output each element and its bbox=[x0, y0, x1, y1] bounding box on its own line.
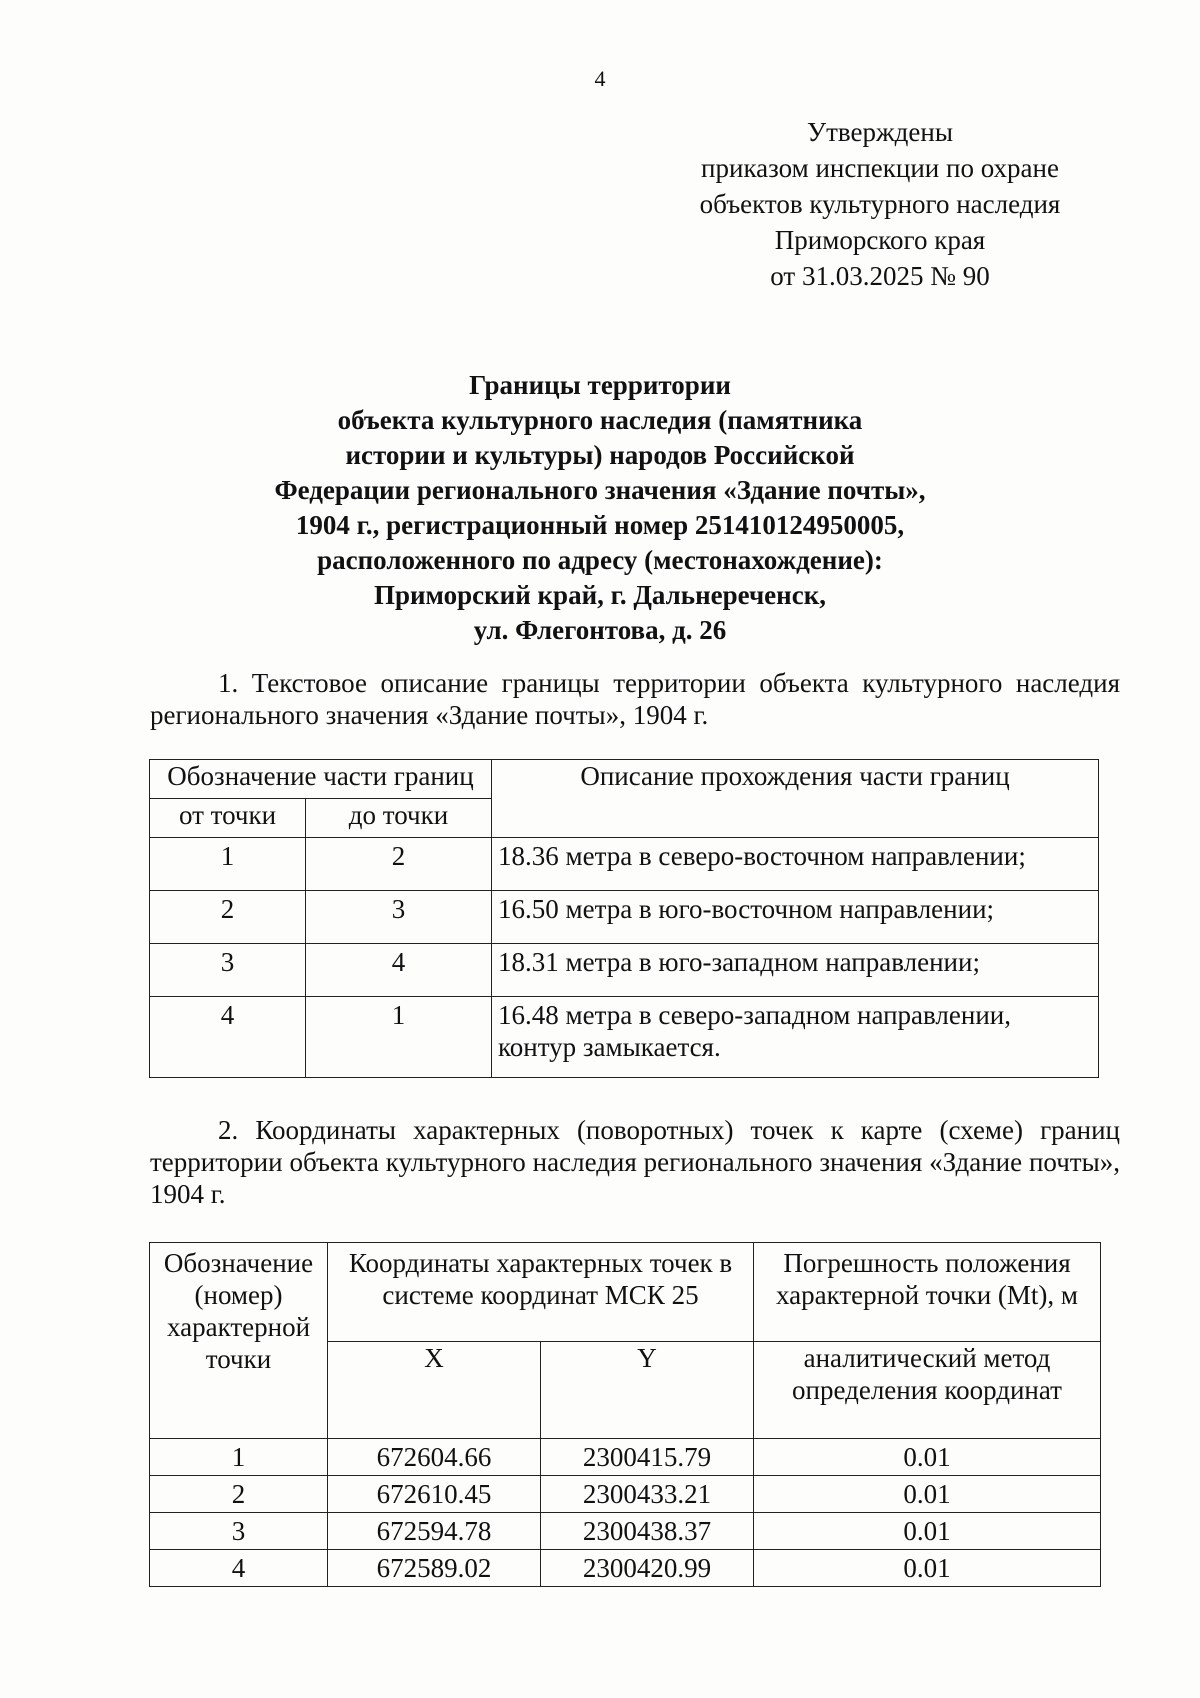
section2-text: 2. Координаты характерных (поворотных) точек к карте (схеме) границ территории объекта культурного наследия регионального значения «Здание почты», 1904 г. bbox=[150, 1115, 1120, 1209]
header-boundary-parts: Обозначение части границ bbox=[150, 760, 492, 799]
header-coordinates: Координаты характерных точек в системе координат МСК 25 bbox=[328, 1243, 754, 1342]
section2-paragraph bbox=[150, 1114, 1120, 1210]
table-header-row bbox=[150, 1243, 1101, 1342]
title-line: Федерации регионального значения «Здание почты», bbox=[274, 475, 926, 505]
table-row bbox=[150, 891, 1099, 944]
header-from-point: от точки bbox=[150, 799, 306, 838]
point-number: 4 bbox=[150, 1550, 328, 1587]
from-point: 3 bbox=[150, 944, 306, 997]
approval-line: объектов культурного наследия bbox=[699, 189, 1061, 219]
table-row bbox=[150, 997, 1099, 1078]
approval-line: от 31.03.2025 № 90 bbox=[770, 261, 990, 291]
point-number: 3 bbox=[150, 1513, 328, 1550]
to-point: 1 bbox=[306, 997, 492, 1078]
page-number: 4 bbox=[594, 66, 606, 91]
boundary-description-table bbox=[149, 759, 1099, 1078]
x-value: 672589.02 bbox=[328, 1550, 541, 1587]
header-y: Y bbox=[541, 1342, 754, 1439]
title-line: Границы территории bbox=[469, 370, 731, 400]
point-number: 2 bbox=[150, 1476, 328, 1513]
accuracy-value: 0.01 bbox=[754, 1439, 1101, 1476]
accuracy-value: 0.01 bbox=[754, 1550, 1101, 1587]
y-value: 2300420.99 bbox=[541, 1550, 754, 1587]
title-line: истории и культуры) народов Российской bbox=[345, 440, 855, 470]
x-value: 672610.45 bbox=[328, 1476, 541, 1513]
table-row bbox=[150, 838, 1099, 891]
title-line: Приморский край, г. Дальнереченск, bbox=[373, 580, 827, 610]
table-row bbox=[150, 944, 1099, 997]
segment-description: 18.36 метра в северо-восточном направлении; bbox=[492, 838, 1099, 891]
to-point: 2 bbox=[306, 838, 492, 891]
segment-description: 18.31 метра в юго-западном направлении; bbox=[492, 944, 1099, 997]
point-number: 1 bbox=[150, 1439, 328, 1476]
from-point: 1 bbox=[150, 838, 306, 891]
x-value: 672604.66 bbox=[328, 1439, 541, 1476]
header-to-point: до точки bbox=[306, 799, 492, 838]
table-row bbox=[150, 1550, 1101, 1587]
header-method: аналитический метод определения координат bbox=[754, 1342, 1101, 1439]
approval-block bbox=[650, 114, 1110, 294]
from-point: 2 bbox=[150, 891, 306, 944]
approval-line: приказом инспекции по охране bbox=[701, 153, 1059, 183]
approval-line: Утверждены bbox=[807, 117, 953, 147]
title-line: ул. Флегонтова, д. 26 bbox=[473, 615, 727, 645]
accuracy-value: 0.01 bbox=[754, 1513, 1101, 1550]
header-x: X bbox=[328, 1342, 541, 1439]
accuracy-value: 0.01 bbox=[754, 1476, 1101, 1513]
header-point-number: Обозначение (номер) характерной точки bbox=[150, 1243, 328, 1439]
header-description: Описание прохождения части границ bbox=[492, 760, 1099, 838]
approval-line: Приморского края bbox=[774, 225, 986, 255]
section1-paragraph bbox=[150, 667, 1120, 731]
to-point: 4 bbox=[306, 944, 492, 997]
to-point: 3 bbox=[306, 891, 492, 944]
table-header-row bbox=[150, 760, 1099, 799]
title-line: расположенного по адресу (местонахождение): bbox=[317, 545, 883, 575]
table-row bbox=[150, 1476, 1101, 1513]
title-line: объекта культурного наследия (памятника bbox=[337, 405, 863, 435]
y-value: 2300433.21 bbox=[541, 1476, 754, 1513]
x-value: 672594.78 bbox=[328, 1513, 541, 1550]
y-value: 2300438.37 bbox=[541, 1513, 754, 1550]
table-row bbox=[150, 1513, 1101, 1550]
segment-description: 16.50 метра в юго-восточном направлении; bbox=[492, 891, 1099, 944]
table-row bbox=[150, 1439, 1101, 1476]
header-accuracy: Погрешность положения характерной точки (Mt), м bbox=[754, 1243, 1101, 1342]
coordinates-table bbox=[149, 1242, 1101, 1587]
y-value: 2300415.79 bbox=[541, 1439, 754, 1476]
from-point: 4 bbox=[150, 997, 306, 1078]
segment-description: 16.48 метра в северо-западном направлении, контур замыкается. bbox=[492, 997, 1099, 1078]
document-title bbox=[150, 368, 1050, 648]
section1-text: 1. Текстовое описание границы территории объекта культурного наследия регионального значения «Здание почты», 1904 г. bbox=[150, 668, 1120, 730]
title-line: 1904 г., регистрационный номер 251410124950005, bbox=[295, 510, 905, 540]
